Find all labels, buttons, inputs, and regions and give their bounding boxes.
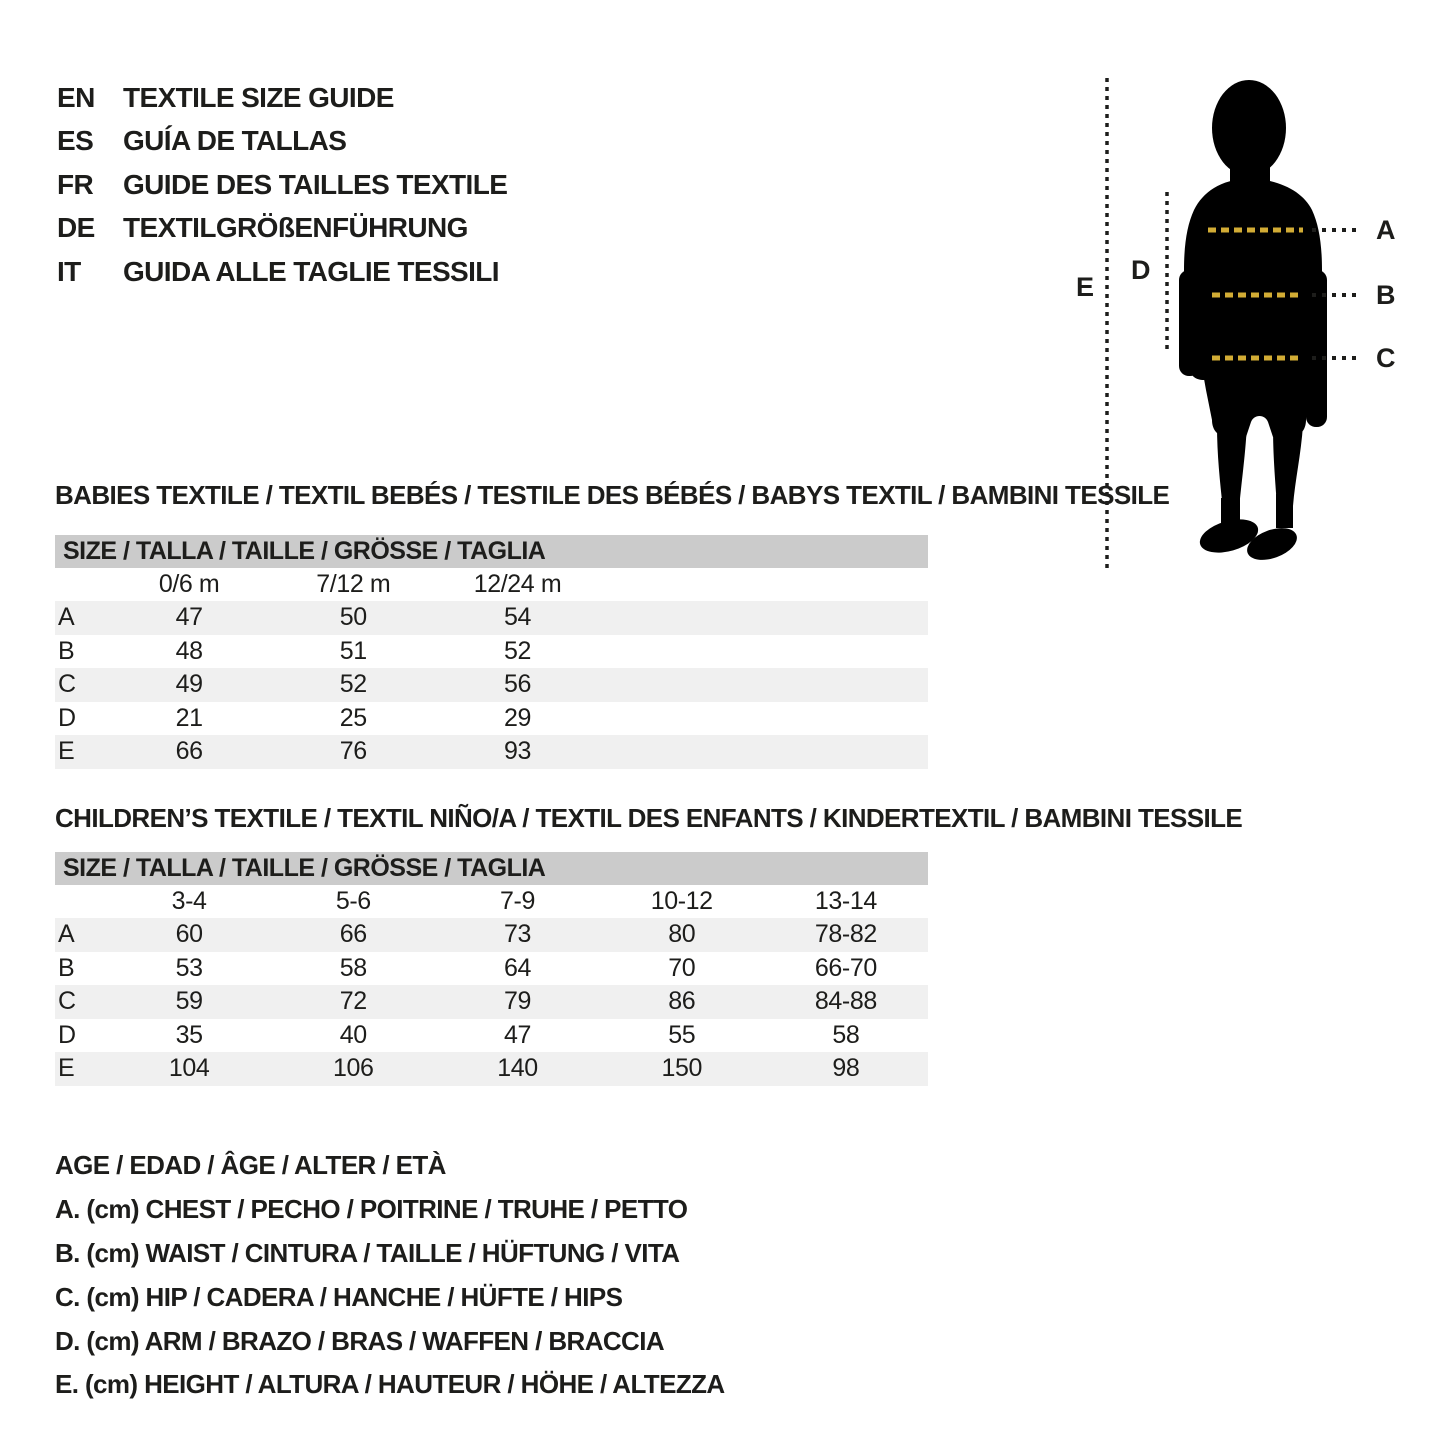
value-cell: 150 [661, 1054, 702, 1083]
legend-hip: C. (cm) HIP / CADERA / HANCHE / HÜFTE / HIPS [55, 1281, 623, 1312]
value-cell: 54 [503, 603, 531, 632]
legend-age: AGE / EDAD / ÂGE / ALTER / ETÀ [55, 1150, 446, 1181]
value-cell: 58 [339, 953, 367, 982]
row-label: E [58, 737, 75, 766]
value-cell: 70 [668, 953, 696, 982]
value-cell: 51 [339, 636, 367, 665]
lang-code: IT [57, 255, 81, 287]
lang-row-fr [57, 163, 507, 207]
lang-row-it [57, 250, 507, 294]
height-label: E [1076, 272, 1095, 302]
column-header: 10-12 [650, 887, 713, 915]
value-cell: 66-70 [814, 953, 877, 982]
value-cell: 66 [175, 737, 203, 766]
column-header: 13-14 [814, 887, 877, 915]
guide-title: GUIDA ALLE TAGLIE TESSILI [123, 255, 499, 287]
value-cell: 140 [497, 1054, 538, 1083]
column-header: 12/24 m [473, 570, 562, 598]
value-cell: 86 [668, 987, 696, 1016]
lang-code: ES [57, 125, 94, 157]
column-header: 7-9 [500, 887, 535, 915]
column-header: 7/12 m [316, 570, 391, 598]
value-cell: 47 [503, 1020, 531, 1049]
row-label: C [58, 987, 76, 1016]
value-cell: 59 [175, 987, 203, 1016]
children-size-header-bar: SIZE / TALLA / TAILLE / GRÖSSE / TAGLIA [55, 852, 928, 885]
column-header: 3-4 [171, 887, 207, 915]
value-cell: 48 [175, 636, 203, 665]
value-cell: 72 [339, 987, 367, 1016]
value-cell: 56 [503, 670, 531, 699]
value-cell: 47 [175, 603, 203, 632]
lang-code: DE [57, 212, 95, 244]
legend-chest: A. (cm) CHEST / PECHO / POITRINE / TRUHE / PETTO [55, 1194, 688, 1225]
value-cell: 29 [503, 703, 531, 732]
value-cell: 53 [175, 953, 203, 982]
value-cell: 106 [333, 1054, 374, 1083]
table-row [55, 985, 928, 1019]
language-title-list [57, 76, 507, 294]
guide-title: TEXTILE SIZE GUIDE [123, 81, 394, 113]
value-cell: 80 [668, 920, 696, 949]
chest-label: A [1376, 215, 1396, 245]
legend-arm: D. (cm) ARM / BRAZO / BRAS / WAFFEN / BRACCIA [55, 1325, 665, 1356]
lang-code: EN [57, 81, 95, 113]
lang-code: FR [57, 168, 94, 200]
row-label: A [58, 920, 75, 949]
children-size-table [55, 852, 928, 1086]
guide-title: GUIDE DES TAILLES TEXTILE [123, 168, 508, 200]
value-cell: 52 [339, 670, 367, 699]
value-cell: 93 [503, 737, 531, 766]
value-cell: 60 [175, 920, 203, 949]
value-cell: 35 [175, 1020, 203, 1049]
guide-title: GUÍA DE TALLAS [123, 125, 347, 157]
value-cell: 21 [175, 703, 203, 732]
children-section-title: CHILDREN’S TEXTILE / TEXTIL NIÑO/A / TEXTIL DES ENFANTS / KINDERTEXTIL / BAMBINI TESSILE [55, 803, 1243, 833]
legend-waist: B. (cm) WAIST / CINTURA / TAILLE / HÜFTUNG / VITA [55, 1237, 680, 1268]
value-cell: 50 [339, 603, 367, 632]
value-cell: 49 [175, 670, 203, 699]
column-header: 5-6 [335, 887, 371, 915]
babies-column-header-row [55, 568, 928, 601]
lang-row-es [57, 120, 507, 164]
value-cell: 52 [503, 636, 531, 665]
table-row [55, 601, 928, 635]
column-header: 0/6 m [158, 570, 220, 598]
babies-size-header-bar: SIZE / TALLA / TAILLE / GRÖSSE / TAGLIA [55, 535, 928, 568]
child-silhouette [1179, 80, 1327, 566]
value-cell: 66 [339, 920, 367, 949]
value-cell: 64 [503, 953, 531, 982]
measurement-legend [55, 1144, 725, 1407]
value-cell: 55 [668, 1020, 696, 1049]
row-label: A [58, 603, 75, 632]
legend-height: E. (cm) HEIGHT / ALTURA / HAUTEUR / HÖHE / ALTEZZA [55, 1369, 725, 1400]
babies-size-table [55, 535, 928, 769]
value-cell: 58 [832, 1020, 860, 1049]
value-cell: 40 [339, 1020, 367, 1049]
row-label: E [58, 1054, 75, 1083]
value-cell: 25 [339, 703, 367, 732]
value-cell: 84-88 [814, 987, 877, 1016]
value-cell: 78-82 [814, 920, 877, 949]
row-label: D [58, 703, 76, 732]
lang-row-de [57, 207, 507, 251]
table-row [55, 952, 928, 986]
value-cell: 73 [503, 920, 531, 949]
hip-label: C [1376, 343, 1396, 373]
value-cell: 76 [339, 737, 367, 766]
table-row [55, 702, 928, 736]
guide-title: TEXTILGRÖßENFÜHRUNG [123, 212, 468, 244]
table-row [55, 668, 928, 702]
value-cell: 79 [503, 987, 531, 1016]
waist-label: B [1376, 280, 1396, 310]
arm-label: D [1131, 255, 1151, 285]
children-column-header-row [55, 885, 928, 918]
table-row [55, 735, 928, 769]
row-label: B [58, 636, 75, 665]
value-cell: 98 [832, 1054, 860, 1083]
table-row [55, 1052, 928, 1086]
value-cell: 104 [168, 1054, 210, 1083]
table-row [55, 1019, 928, 1053]
row-label: D [58, 1020, 76, 1049]
row-label: C [58, 670, 76, 699]
row-label: B [58, 953, 75, 982]
lang-row-en [57, 76, 507, 120]
babies-section-title: BABIES TEXTILE / TEXTIL BEBÉS / TESTILE DES BÉBÉS / BABYS TEXTIL / BAMBINI TESSILE [55, 480, 1170, 510]
table-row [55, 635, 928, 669]
table-row [55, 918, 928, 952]
